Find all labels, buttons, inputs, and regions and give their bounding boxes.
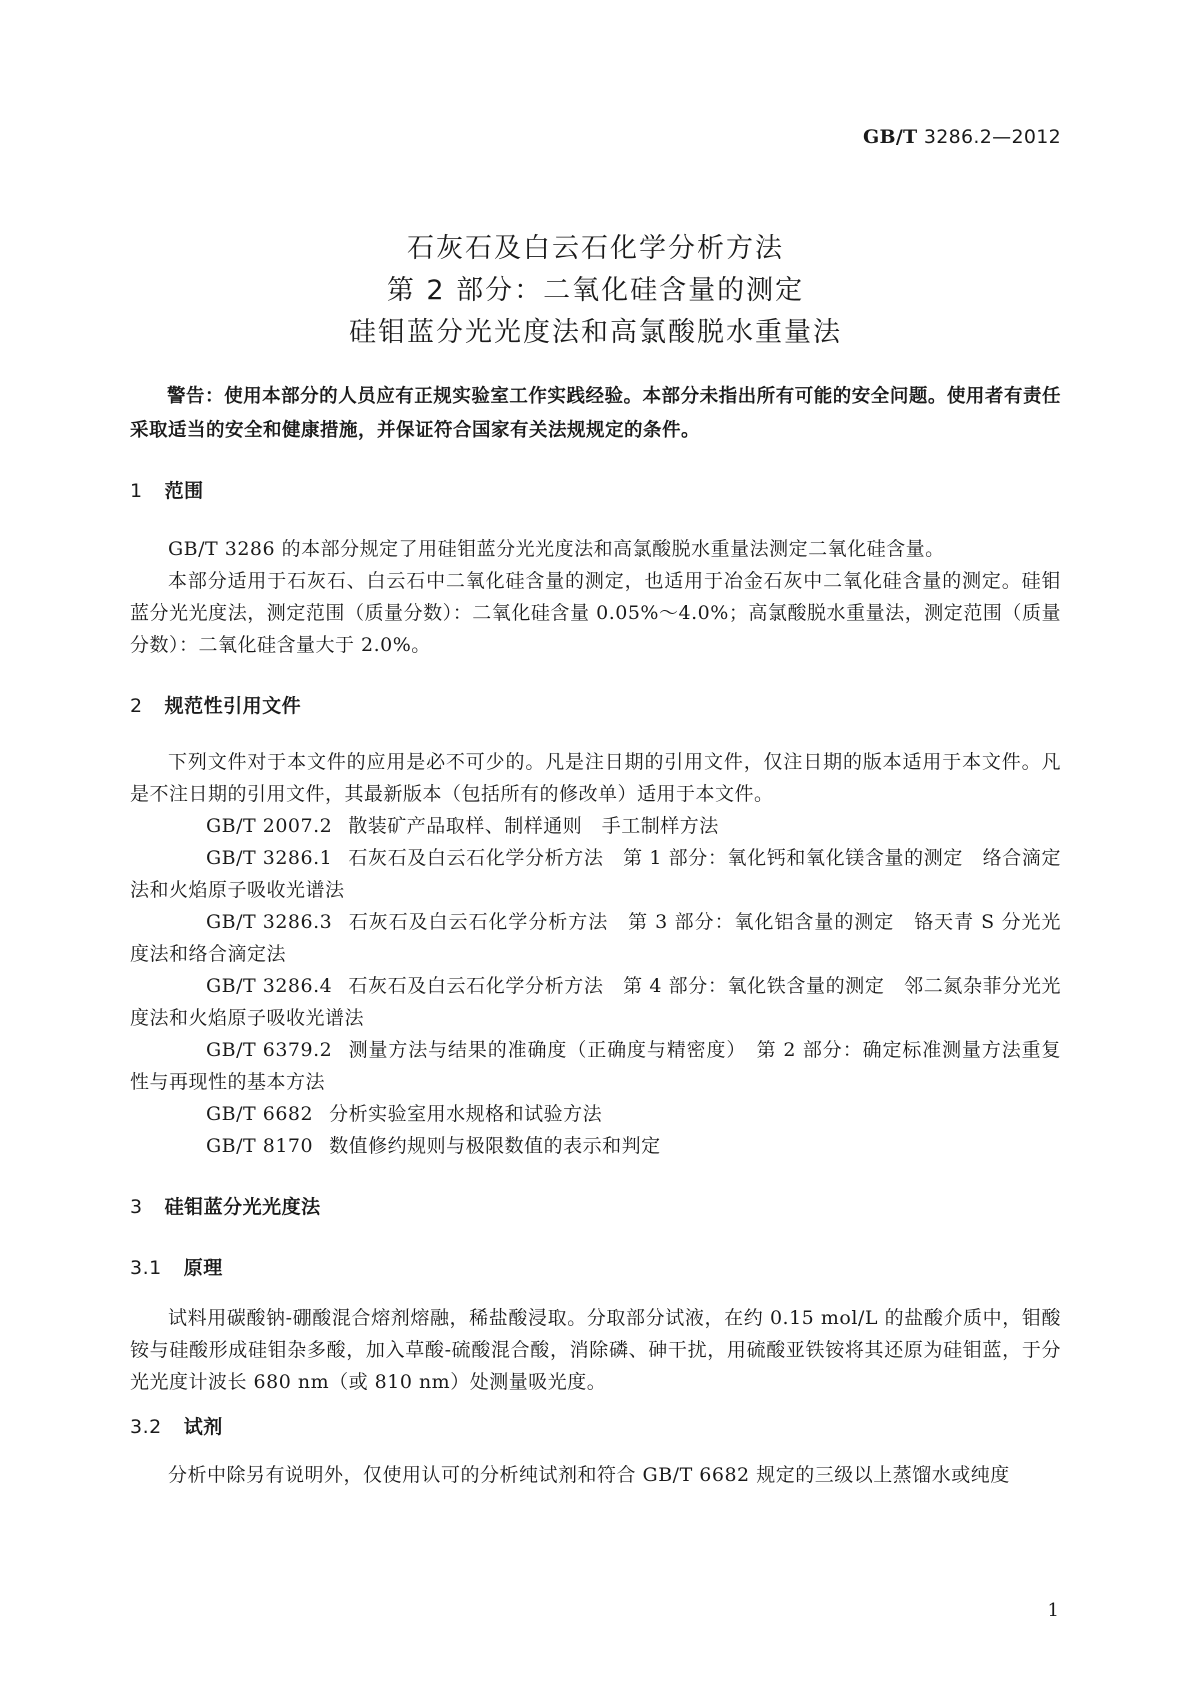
section-2-heading — [130, 691, 1061, 718]
title-line-1: 石灰石及白云石化学分析方法 — [407, 233, 784, 264]
reference-item — [130, 1034, 1061, 1098]
title-line-3: 硅钼蓝分光光度法和高氯酸脱水重量法 — [349, 317, 842, 348]
reference-item — [130, 970, 1061, 1034]
reference-text: 数值修约规则与极限数值的表示和判定 — [329, 1135, 661, 1157]
reference-text: 石灰石及白云石化学分析方法 第 3 部分：氧化铝含量的测定 铬天青 S 分光光度法和络合滴定法 — [130, 911, 1061, 965]
section-2-number: 2 — [130, 695, 143, 717]
section-3-2-number: 3.2 — [130, 1416, 162, 1438]
reference-code: GB/T 8170 — [206, 1135, 314, 1157]
standard-prefix: GB/T — [862, 126, 918, 148]
section-3-1-text: 试料用碳酸钠-硼酸混合熔剂熔融，稀盐酸浸取。分取部分试液，在约 0.15 mol/L 的盐酸介质中，钼酸铵与硅酸形成硅钼杂多酸，加入草酸-硫酸混合酸，消除磷、砷干扰，用硫酸亚铁铵将其还原为硅钼蓝，于分光光度计波长 680 nm（或 810 nm）处测量吸光度。 — [130, 1307, 1061, 1393]
standard-code — [863, 126, 1061, 148]
reference-code: GB/T 3286.4 — [206, 975, 333, 997]
reference-code: GB/T 6379.2 — [206, 1039, 333, 1061]
reference-text: 石灰石及白云石化学分析方法 第 1 部分：氧化钙和氧化镁含量的测定 络合滴定法和火焰原子吸收光谱法 — [130, 847, 1061, 901]
reference-item — [130, 1098, 1061, 1130]
section-3-number: 3 — [130, 1196, 143, 1218]
reference-item — [130, 1130, 1061, 1162]
section-3-1-title: 原理 — [183, 1257, 223, 1279]
section-3-heading — [130, 1192, 1061, 1219]
reference-text: 分析实验室用水规格和试验方法 — [329, 1103, 603, 1125]
section-1-title: 范围 — [164, 480, 204, 502]
title-line-2: 第 2 部分：二氧化硅含量的测定 — [386, 275, 805, 306]
reference-item — [130, 810, 1061, 842]
reference-code: GB/T 3286.3 — [206, 911, 333, 933]
section-1-number: 1 — [130, 480, 143, 502]
page-number: 1 — [1047, 1600, 1059, 1621]
section-3-2-title: 试剂 — [183, 1416, 223, 1438]
document-title — [0, 228, 1191, 354]
reference-text: 石灰石及白云石化学分析方法 第 4 部分：氧化铁含量的测定 邻二氮杂菲分光光度法和火焰原子吸收光谱法 — [130, 975, 1061, 1029]
section-2-title: 规范性引用文件 — [164, 695, 302, 717]
standard-number: 3286.2—2012 — [923, 126, 1061, 148]
section-1-paragraph-1: GB/T 3286 的本部分规定了用硅钼蓝分光光度法和高氯酸脱水重量法测定二氧化硅含量。 — [168, 538, 945, 560]
reference-text: 测量方法与结果的准确度（正确度与精密度） 第 2 部分：确定标准测量方法重复性与再现性的基本方法 — [130, 1039, 1061, 1093]
section-3-2-text: 分析中除另有说明外，仅使用认可的分析纯试剂和符合 GB/T 6682 规定的三级以上蒸馏水或纯度 — [168, 1464, 1010, 1486]
reference-text: 散装矿产品取样、制样通则 手工制样方法 — [348, 815, 719, 837]
reference-item — [130, 906, 1061, 970]
document-body — [130, 386, 1061, 1491]
section-1-paragraph-2: 本部分适用于石灰石、白云石中二氧化硅含量的测定，也适用于冶金石灰中二氧化硅含量的测定。硅钼蓝分光光度法，测定范围（质量分数）：二氧化硅含量 0.05%～4.0%；高氯酸脱水重量法，测定范围（质量分数）：二氧化硅含量大于 2.0%。 — [130, 570, 1061, 656]
reference-code: GB/T 3286.1 — [206, 847, 333, 869]
section-3-1-heading — [130, 1253, 1061, 1280]
section-3-2-heading — [130, 1412, 1061, 1439]
section-3-title: 硅钼蓝分光光度法 — [164, 1196, 321, 1218]
section-3-1-number: 3.1 — [130, 1257, 162, 1279]
section-1-heading — [130, 476, 1061, 503]
section-2-intro: 下列文件对于本文件的应用是必不可少的。凡是注日期的引用文件，仅注日期的版本适用于本文件。凡是不注日期的引用文件，其最新版本（包括所有的修改单）适用于本文件。 — [130, 751, 1061, 805]
reference-item — [130, 842, 1061, 906]
reference-code: GB/T 2007.2 — [206, 815, 333, 837]
reference-code: GB/T 6682 — [206, 1103, 314, 1125]
safety-warning: 警告：使用本部分的人员应有正规实验室工作实践经验。本部分未指出所有可能的安全问题。使用者有责任采取适当的安全和健康措施，并保证符合国家有关法规规定的条件。 — [130, 386, 1061, 441]
